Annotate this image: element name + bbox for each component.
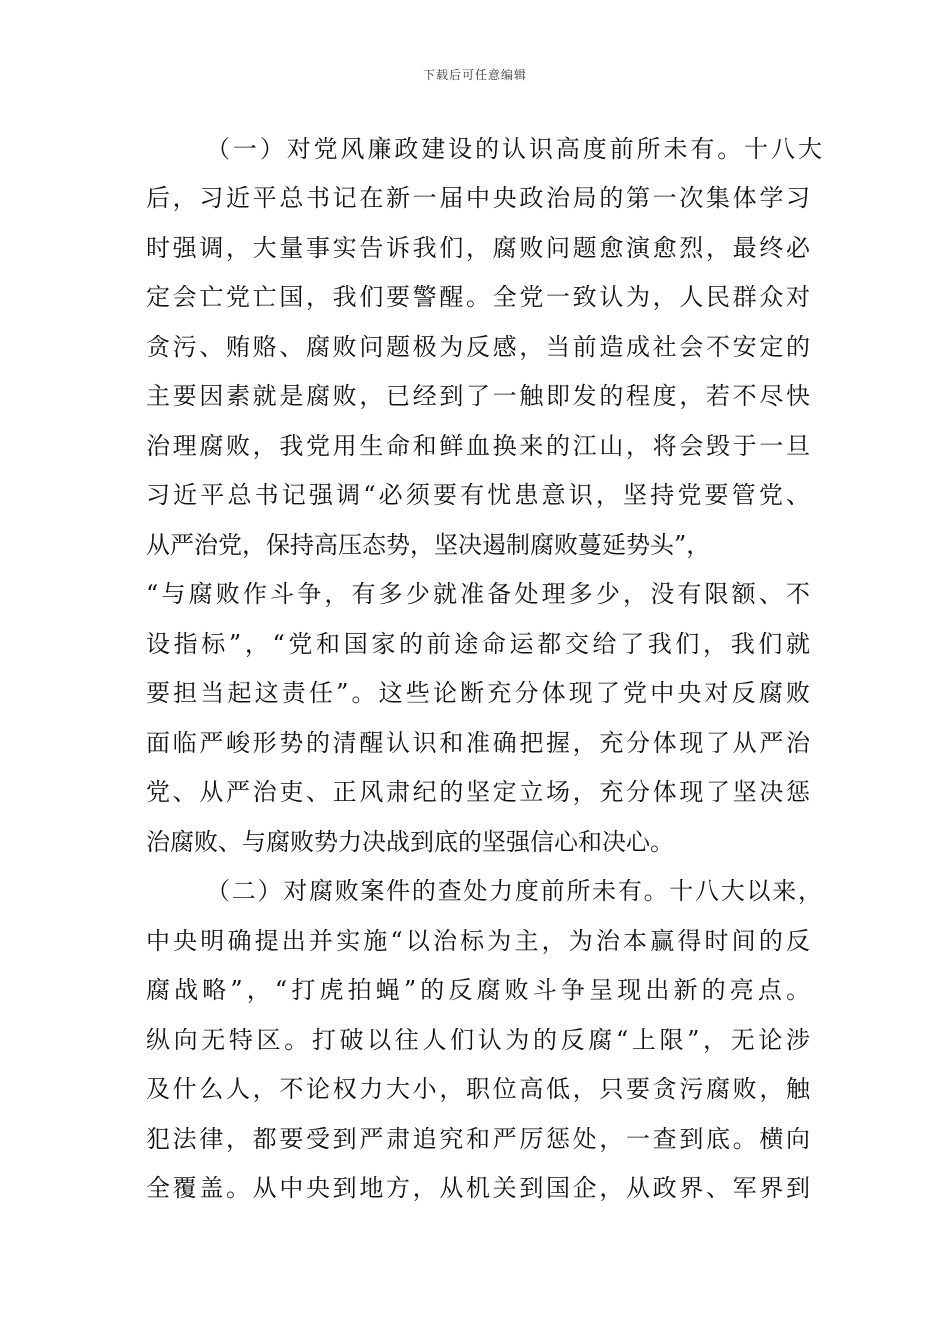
text-line: “与腐败作斗争，有多少就准备处理多少，没有限额、不 [146, 580, 810, 608]
text-line: 习近平总书记强调“必须要有忧患意识，坚持党要管党、 [146, 481, 810, 509]
text-line: （二）对腐败案件的查处力度前所未有。十八大以来， [206, 877, 822, 905]
text-line: 治腐败、与腐败势力决战到底的坚强信心和决心。 [146, 828, 674, 856]
text-line: 犯法律，都要受到严肃追究和严厉惩处，一查到底。横向 [146, 1125, 810, 1153]
header-note: 下载后可任意编辑 [422, 68, 527, 82]
text-line: 面临严峻形势的清醒认识和准确把握，充分体现了从严治 [146, 729, 810, 757]
text-line: 要担当起这责任”。这些论断充分体现了党中央对反腐败 [146, 679, 810, 707]
text-line: 定会亡党亡国，我们要警醒。全党一致认为，人民群众对 [146, 283, 810, 311]
text-line: 主要因素就是腐败，已经到了一触即发的程度，若不尽快 [146, 382, 810, 410]
text-line: 及什么人，不论权力大小，职位高低，只要贪污腐败，触 [146, 1075, 810, 1103]
text-line: 后，习近平总书记在新一届中央政治局的第一次集体学习 [146, 184, 810, 212]
text-line: 党、从严治吏、正风肃纪的坚定立场，充分体现了坚决惩 [146, 778, 810, 806]
text-line: 中央明确提出并实施“以治标为主，为治本赢得时间的反 [146, 927, 810, 955]
text-line: 设指标”，“党和国家的前途命运都交给了我们，我们就 [146, 630, 810, 658]
text-line: 纵向无特区。打破以往人们认为的反腐“上限”，无论涉 [146, 1026, 810, 1054]
text-line: 时强调，大量事实告诉我们，腐败问题愈演愈烈，最终必 [146, 234, 810, 262]
text-line: 贪污、贿赂、腐败问题极为反感，当前造成社会不安定的 [146, 333, 810, 361]
text-line: （一）对党风廉政建设的认识高度前所未有。十八大 [206, 135, 822, 163]
text-line: 治理腐败，我党用生命和鲜血换来的江山，将会毁于一旦 [146, 432, 810, 460]
text-line: 从严治党，保持高压态势，坚决遏制腐败蔓延势头”， [146, 531, 711, 559]
text-line: 腐战略”，“打虎拍蝇”的反腐败斗争呈现出新的亮点。 [146, 976, 810, 1004]
text-line: 全覆盖。从中央到地方，从机关到国企，从政界、军界到 [146, 1174, 810, 1202]
